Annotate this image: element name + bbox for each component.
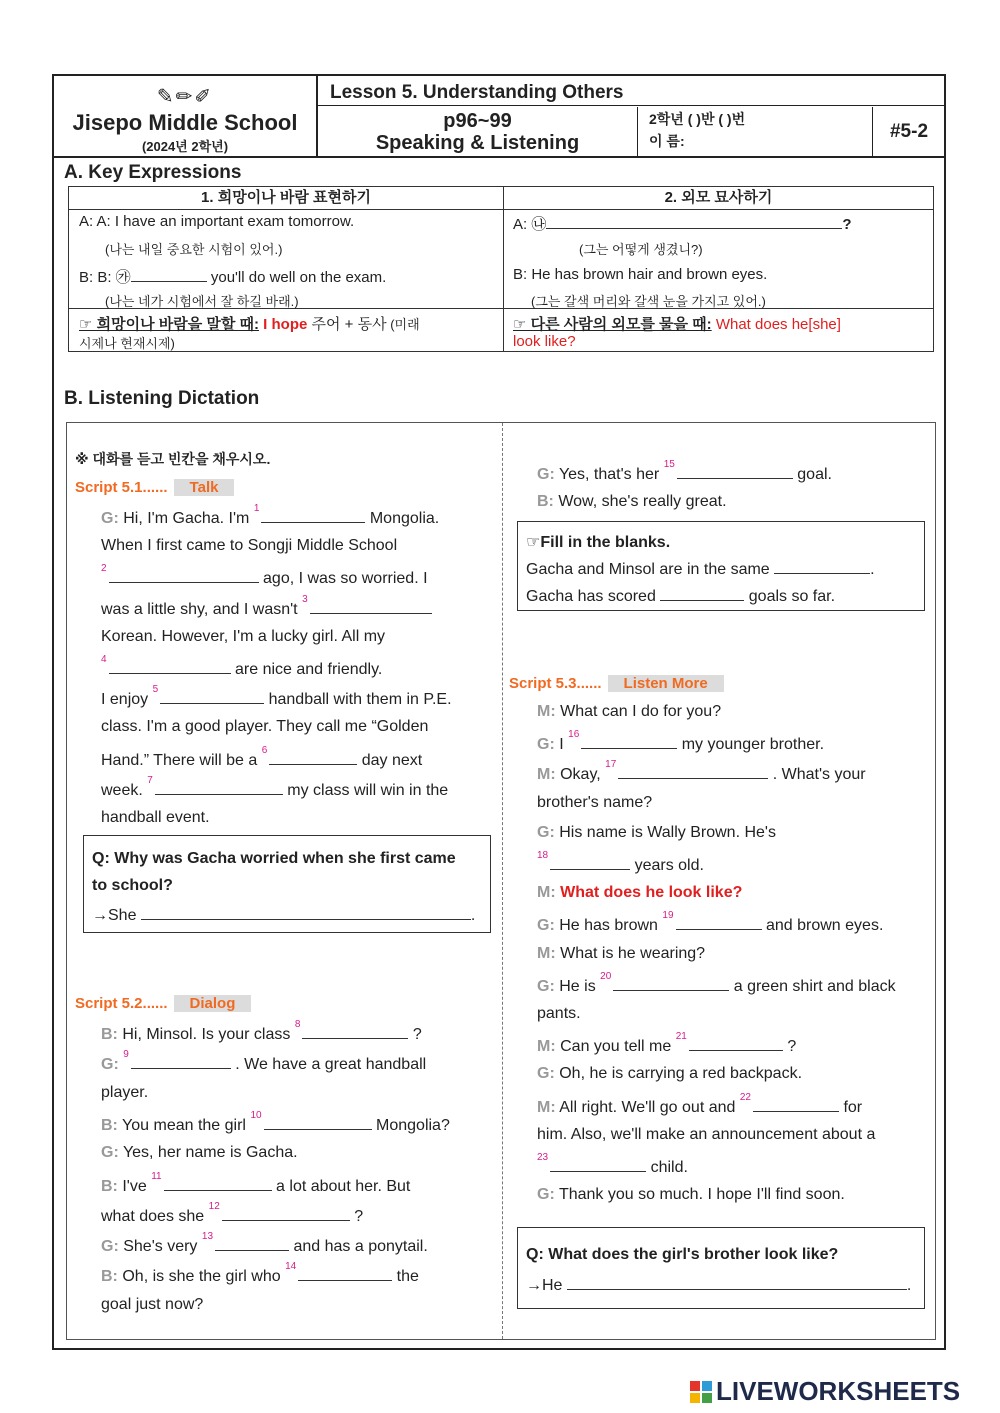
dialogue-line: what does she $^{12}$ ? (101, 1200, 364, 1225)
speaker-label: M: (537, 703, 556, 720)
dialogue-line: brother's name? (537, 793, 653, 811)
fill-blank-2[interactable] (660, 585, 744, 601)
speaker-label: G: (101, 1056, 119, 1074)
blank-number: 3 (302, 593, 308, 605)
answer-2[interactable]: →He . (526, 1274, 911, 1295)
answer-blank[interactable] (618, 763, 768, 779)
answer-blank[interactable] (753, 1096, 839, 1112)
pencil-icon: ✎✏✐ (156, 86, 214, 108)
c2-line1: A: ㉯ ? (513, 213, 852, 234)
speaker-label: G: (537, 466, 555, 483)
answer-blank[interactable] (215, 1235, 289, 1251)
dialogue-line: pants. (537, 1005, 581, 1022)
watermark: LIVEWORKSHEETS (690, 1376, 960, 1407)
answer-blank[interactable] (550, 1156, 646, 1172)
c1-line2: B: B: ㉮ you'll do well on the exam. (79, 266, 386, 287)
dialogue-line: $^2$ ago, I was so worried. I (101, 563, 428, 588)
dialogue-line: G: Thank you so much. I hope I'll find soon. (537, 1186, 845, 1204)
dialogue-line: I enjoy $^5$ handball with them in P.E. (101, 684, 452, 709)
blank-number: 12 (208, 1200, 220, 1212)
dialogue-line: M: What does he look like? (537, 884, 743, 902)
c2-line2: B: He has brown hair and brown eyes. (513, 266, 768, 283)
header (54, 76, 944, 158)
blank-number: 14 (285, 1261, 297, 1273)
dialogue-line: player. (101, 1083, 149, 1101)
dialogue-line: him. Also, we'll make an announcement about a (537, 1125, 876, 1143)
c1-line2-ko: (나는 네가 시험에서 잘 하길 바래.) (105, 294, 299, 309)
dialogue-line: B: You mean the girl $^{10}$ Mongolia? (101, 1109, 450, 1134)
school-year: (2024년 2학년) (141, 139, 229, 154)
worksheet-number: #5-2 (889, 121, 929, 142)
school-name: Jisepo Middle School (72, 110, 298, 135)
dialogue-line: G: I $^{16}$ my younger brother. (537, 729, 825, 754)
answer-blank[interactable] (310, 598, 432, 614)
blank-na[interactable] (546, 213, 842, 229)
blank-number: 7 (147, 774, 153, 786)
answer-blank[interactable] (261, 507, 365, 523)
blank-number: 16 (568, 729, 580, 741)
speaker-label: B: (101, 1177, 118, 1195)
answer-blank[interactable] (160, 688, 264, 704)
speaker-label: G: (101, 1238, 119, 1256)
speaker-label: M: (537, 884, 556, 902)
dialogue-line: $^4$ are nice and friendly. (101, 654, 383, 678)
blank-number: 15 (663, 459, 675, 470)
section-a-title: A. Key Expressions (64, 162, 242, 183)
dialogue-line: G: He is $^{20}$ a green shirt and black (537, 970, 896, 995)
dialogue-line: When I first came to Songji Middle School (101, 537, 398, 555)
dialogue-line: B: I've $^{11}$ a lot about her. But (101, 1170, 411, 1195)
answer-blank[interactable] (269, 749, 357, 765)
page-range: p96~99 (443, 110, 512, 132)
speaker-label: B: (537, 493, 554, 510)
speaker-label: M: (537, 1098, 556, 1116)
speaker-label: B: (101, 1116, 118, 1134)
tip-look: ☞ 다른 사람의 외모를 물을 때: What does he[she] (513, 316, 841, 333)
dialogue-line: G: Oh, he is carrying a red backpack. (537, 1065, 803, 1083)
name-line[interactable]: 이 름: (649, 133, 685, 149)
question-box-2: Q: What does the girl's brother look like? →He . (517, 1227, 925, 1309)
dialogue-line: handball event. (101, 809, 210, 826)
dialogue-line: class. I'm a good player. They call me “Golden (101, 718, 429, 736)
answer-blank[interactable] (109, 567, 259, 583)
tip-hope: ☞ 희망이나 바람을 말할 때: I hope 주어 + 동사 (미래 (79, 316, 420, 333)
blank-ga[interactable] (131, 266, 207, 282)
speaker-label: G: (101, 1144, 119, 1162)
speaker-label: G: (101, 510, 119, 527)
dialogue-line: G: His name is Wally Brown. He's (537, 823, 776, 841)
blank-number: 1 (253, 503, 260, 514)
dialogue-line: G: He has brown $^{19}$ and brown eyes. (537, 910, 884, 935)
fill-blank-1[interactable] (774, 558, 870, 574)
liveworksheets-logo-icon (690, 1379, 712, 1401)
class-line[interactable]: 2학년 ( )반 ( )번 (649, 111, 746, 127)
blank-number: 23 (537, 1152, 549, 1163)
blank-number: 22 (739, 1091, 751, 1103)
tip-look-2: look like? (513, 333, 576, 350)
dialogue-line: M: What can I do for you? (537, 703, 722, 720)
dialogue-line: $^{23}$ child. (537, 1152, 688, 1176)
listening-section (66, 422, 936, 1340)
speaker-label: G: (537, 823, 555, 841)
dialogue-line: M: Can you tell me $^{21}$ ? (537, 1031, 797, 1056)
blank-number: 5 (152, 684, 159, 696)
question-box-1: Q: Why was Gacha worried when she first came to school? →She . (83, 835, 491, 933)
script-5-3: Script 5.3...... Listen More (509, 675, 724, 692)
c1-line1: A: A: I have an important exam tomorrow. (79, 213, 355, 230)
speaker-label: B: (101, 1026, 118, 1043)
blank-number: 4 (101, 654, 107, 665)
col2-header: 2. 외모 묘사하기 (504, 187, 933, 210)
dialogue-line: M: Okay, $^{17}$ . What's your (537, 759, 866, 784)
answer-blank[interactable] (689, 1035, 783, 1051)
answer-blank[interactable] (164, 1175, 272, 1191)
answer-blank[interactable] (222, 1205, 350, 1221)
topic: Speaking & Listening (375, 132, 580, 154)
school-cell (54, 76, 318, 156)
fill-in-box: ☞Fill in the blanks. Gacha and Minsol are in the same . Gacha has scored goals so far. (517, 521, 925, 611)
dialogue-line: B: Hi, Minsol. Is your class $^8$ ? (101, 1019, 422, 1043)
blank-number: 2 (101, 563, 107, 575)
speaker-label: M: (537, 766, 556, 784)
lesson-title: Lesson 5. Understanding Others (318, 76, 944, 106)
dialogue-line: G: $^9$ . We have a great handball (101, 1049, 427, 1074)
answer-blank[interactable] (155, 779, 283, 795)
dialogue-line: G: Yes, that's her $^{15}$ goal. (537, 459, 832, 483)
answer-1[interactable]: →She . (92, 904, 475, 925)
dialogue-line: was a little shy, and I wasn't $^3$ (101, 598, 493, 619)
blank-number: 10 (250, 1109, 262, 1121)
class-cell (639, 107, 873, 156)
dialogue-line: B: Oh, is she the girl who $^{14}$ the (101, 1261, 419, 1286)
section-b-title: B. Listening Dictation (64, 388, 260, 409)
tip-hope-2: 시제나 현재시제) (79, 336, 175, 351)
speaker-label: G: (537, 1065, 555, 1083)
blank-number: 11 (151, 1170, 162, 1182)
c2-line2-ko: (그는 갈색 머리와 갈색 눈을 가지고 있어.) (531, 294, 766, 309)
dialogue-line: Hand.” There will be a $^6$ day next (101, 744, 423, 769)
answer-blank[interactable] (676, 914, 762, 930)
dialogue-line: $^{18}$ years old. (537, 850, 704, 874)
speaker-label: B: (101, 1268, 118, 1286)
dialogue-line: G: Hi, I'm Gacha. I'm $^1$ Mongolia. (101, 503, 440, 527)
dialogue-line: M: What is he wearing? (537, 944, 706, 962)
blank-number: 6 (261, 744, 268, 756)
speaker-label: G: (537, 977, 555, 995)
answer-blank[interactable] (131, 1053, 231, 1069)
blank-number: 9 (123, 1049, 129, 1061)
blank-number: 18 (537, 850, 549, 861)
answer-blank[interactable] (581, 733, 677, 749)
dialogue-line: Korean. However, I'm a lucky girl. All my (101, 627, 386, 645)
worksheet-frame (52, 74, 946, 1350)
speaker-label: G: (537, 1186, 555, 1204)
pages-cell (318, 107, 638, 156)
speaker-label: G: (537, 736, 555, 754)
blank-number: 20 (600, 970, 612, 982)
blank-number: 21 (675, 1031, 687, 1043)
c1-line1-ko: (나는 내일 중요한 시험이 있어.) (105, 242, 283, 257)
dialogue-line: M: All right. We'll go out and $^{22}$ for (537, 1091, 863, 1116)
dialogue-line: week. $^7$ my class will win in the (101, 774, 449, 799)
answer-blank[interactable] (264, 1114, 372, 1130)
script-5-1: Script 5.1...... Talk (75, 479, 234, 496)
blank-number: 19 (662, 910, 674, 922)
answer-blank[interactable] (109, 658, 231, 674)
answer-blank[interactable] (302, 1023, 408, 1039)
answer-blank[interactable] (550, 854, 630, 870)
answer-blank[interactable] (613, 975, 729, 991)
answer-blank[interactable] (677, 463, 793, 479)
col1-header: 1. 희망이나 바람 표현하기 (69, 187, 503, 210)
answer-blank[interactable] (298, 1265, 392, 1281)
blank-number: 8 (294, 1019, 301, 1030)
dialogue-line: B: Wow, she's really great. (537, 493, 727, 510)
dialogue-line: goal just now? (101, 1295, 204, 1313)
blank-number: 13 (201, 1231, 214, 1243)
key-expressions-table (68, 186, 934, 352)
speaker-label: M: (537, 1038, 556, 1056)
speaker-label: G: (537, 917, 555, 935)
instruction: ※ 대화를 듣고 빈칸을 채우시오. (75, 451, 271, 467)
dialogue-line: G: Yes, her name is Gacha. (101, 1144, 298, 1162)
script-5-2: Script 5.2...... Dialog (75, 995, 251, 1012)
speaker-label: M: (537, 944, 556, 962)
c2-line1-ko: (그는 어떻게 생겼니?) (579, 242, 703, 257)
dialogue-line: G: She's very $^{13}$ and has a ponytail. (101, 1231, 428, 1256)
blank-number: 17 (605, 759, 617, 771)
